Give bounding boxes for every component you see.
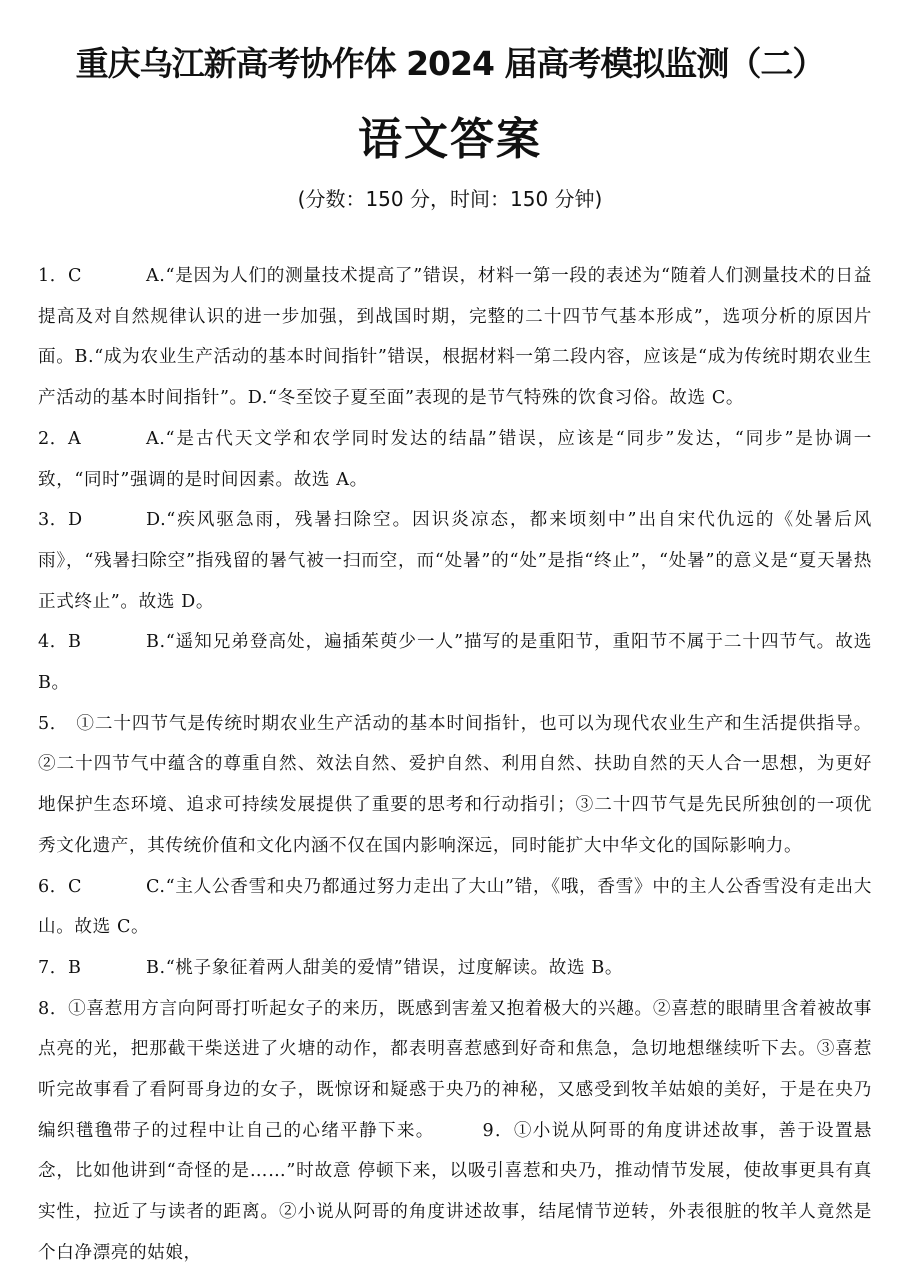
answer-choice: A [68,428,82,449]
page-subtitle: 语文答案 [358,114,542,165]
answer-choice: B [68,632,82,653]
question-number: 1． [38,266,68,286]
answer-explanation: ①二十四节气是传统时期农业生产活动的基本时间指针，也可以为现代农业生产和生活提供指导。②二十四节气中蕴含的尊重自然、效法自然、爱护自然、利用自然、扶助自然的天人合一思想，为更好地保护生态环境、追求可持续发展提供了重要的思考和行动指引；③二十四节气是先民所独创的一项优秀文化遗产，其传统价值和文化内涵不仅在国内影响深远，同时能扩大中华文化的国际影响力。 [38,713,872,856]
question-number: 3． [38,510,68,531]
question-number: 5． [38,713,68,734]
answer-item-8 [38,989,872,1274]
question-number: 4． [38,632,68,653]
answer-explanation: ①喜惹用方言向阿哥打听起女子的来历，既感到害羞又抱着极大的兴趣。②喜惹的眼睛里含着被故事点亮的光，把那截干柴送进了火塘的动作，都表明喜惹感到好奇和焦急，急切地想继续听下去。③喜惹听完故事看了看阿哥身边的女子，既惊讶和疑惑于央乃的神秘，又感受到牧羊姑娘的美好，于是在央乃编织氆氇带子的过程中让自己的心绪平静下来。 9．①小说从阿哥的角度讲述故事，善于设置悬念，比如他讲到“奇怪的是……”时故意 停顿下来，以吸引喜惹和央乃，推动情节发展，使故事更具有真实性，拉近了与读者的距离。②小说从阿哥的角度讲述故事，结尾情节逆转，外表很脏的牧羊人竟然是个白净漂亮的姑娘， [38,998,873,1263]
answer-item-4 [38,622,872,703]
question-number: 6． [38,876,68,897]
answer-explanation: A.“是因为人们的测量技术提高了”错误，材料一第一段的表述为“随着人们测量技术的日益提高及对自然规律认识的进一步加强，到战国时期，完整的二十四节气基本形成”，选项分析的原因片面。B.“成为农业生产活动的基本时间指针”错误，根据材料一第二段内容，应该是“成为传统时期农业生产活动的基本时间指针”。D.“冬至饺子夏至面”表现的是节气特殊的饮食习俗。故选 C。 [38,266,872,409]
answer-explanation: A.“是古代天文学和农学同时发达的结晶”错误，应该是“同步”发达，“同步”是协调一致，“同时”强调的是时间因素。故选 A。 [38,428,872,490]
answer-choice: D [68,510,83,531]
answer-explanation: C.“主人公香雪和央乃都通过努力走出了大山”错，《哦，香雪》中的主人公香雪没有走出大山。故选 C。 [38,876,872,938]
answer-item-6 [38,867,872,948]
question-number: 2． [38,428,68,449]
answer-explanation: B.“遥知兄弟登高处，遍插茱萸少一人”描写的是重阳节，重阳节不属于二十四节气。故选 B。 [38,632,872,694]
answer-item-3 [38,500,872,622]
answer-item-5 [38,704,872,867]
answer-choice: B [68,957,82,978]
answer-explanation: D.“疾风驱急雨，残暑扫除空。因识炎凉态，都来顷刻中”出自宋代仇远的《处暑后风雨》，“残暑扫除空”指残留的暑气被一扫而空，而“处暑”的“处”是指“终止”，“处暑”的意义是“夏天暑热正式终止”。故选 D。 [38,510,872,612]
question-number: 7． [38,957,68,978]
answer-choice: C [68,876,83,897]
question-number: 8． [38,998,69,1019]
exam-meta: (分数：150 分，时间：150 分钟) [297,187,603,211]
answer-list [38,256,872,1274]
answer-item-1 [38,256,872,419]
page-title: 重庆乌江新高考协作体 2024 届高考模拟监测（二） [75,44,825,83]
answer-explanation: B.“桃子象征着两人甜美的爱情”错误，过度解读。故选 B。 [146,957,624,978]
answer-item-2 [38,419,872,500]
answer-choice: C [68,266,83,286]
answer-item-7 [38,948,872,989]
